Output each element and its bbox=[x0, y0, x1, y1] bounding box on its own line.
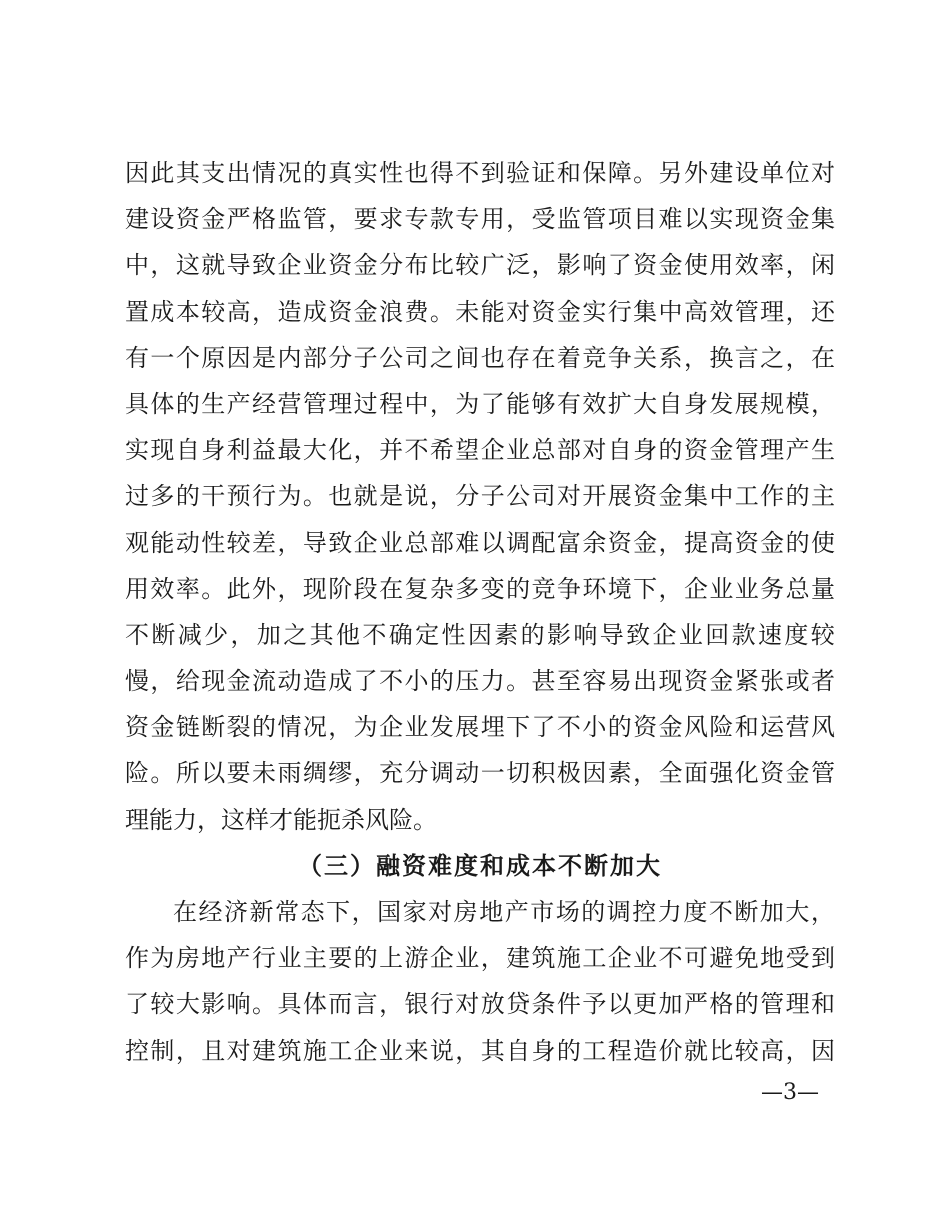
section-heading: （三）融资难度和成本不断加大 bbox=[298, 850, 662, 880]
text-line: 控 制 ， 且 对 建 筑 施 工 企 业 来 说 ， 其 自 身 的 工 程 造 价 就 比 较 高 ， 因 bbox=[125, 1036, 835, 1065]
text-line: 中 ， 这 就 导 致 企 业 资 金 分 布 比 较 广 泛 ， 影 响 了 资 金 使 用 效 率 ， 闲 bbox=[125, 251, 835, 280]
page-number: —3— bbox=[761, 1080, 819, 1105]
text-line: 用 效 率 。 此 外 ， 现 阶 段 在 复 杂 多 变 的 竞 争 环 境 下 ， 企 业 业 务 总 量 bbox=[125, 574, 835, 603]
text-line: 作 为 房 地 产 行 业 主 要 的 上 游 企 业 ， 建 筑 施 工 企 业 不 可 避 免 地 受 到 bbox=[125, 944, 835, 973]
text-line: 具 体 的 生 产 经 营 管 理 过 程 中 ， 为 了 能 够 有 效 扩 大 自 身 发 展 规 模 ， bbox=[125, 389, 835, 418]
text-line: 险 。 所 以 要 未 雨 绸 缪 ， 充 分 调 动 一 切 积 极 因 素 ， 全 面 强 化 资 金 管 bbox=[125, 759, 835, 788]
text-line: 过 多 的 干 预 行 为 。 也 就 是 说 ， 分 子 公 司 对 开 展 资 金 集 中 工 作 的 主 bbox=[125, 482, 835, 511]
text-line: 有 一 个 原 因 是 内 部 分 子 公 司 之 间 也 存 在 着 竞 争 关 系 ， 换 言 之 ， 在 bbox=[125, 343, 835, 372]
text-line: 理能力，这样才能扼杀风险。 bbox=[125, 805, 437, 834]
text-line: 实 现 自 身 利 益 最 大 化 ， 并 不 希 望 企 业 总 部 对 自 身 的 资 金 管 理 产 生 bbox=[125, 436, 835, 465]
body-text bbox=[125, 150, 835, 1074]
text-line: 资 金 链 断 裂 的 情 况 ， 为 企 业 发 展 埋 下 了 不 小 的 资 金 风 险 和 运 营 风 bbox=[125, 713, 835, 742]
text-line: 置 成 本 较 高 ， 造 成 资 金 浪 费 。 未 能 对 资 金 实 行 集 中 高 效 管 理 ， 还 bbox=[125, 297, 835, 326]
text-line: 建 设 资 金 严 格 监 管 ， 要 求 专 款 专 用 ， 受 监 管 项 目 难 以 实 现 资 金 集 bbox=[125, 205, 835, 234]
text-line: 了 较 大 影 响 。 具 体 而 言 ， 银 行 对 放 贷 条 件 予 以 更 加 严 格 的 管 理 和 bbox=[125, 990, 835, 1019]
text-line: 慢 ， 给 现 金 流 动 造 成 了 不 小 的 压 力 。 甚 至 容 易 出 现 资 金 紧 张 或 者 bbox=[125, 667, 835, 696]
text-line: 不 断 减 少 ， 加 之 其 他 不 确 定 性 因 素 的 影 响 导 致 企 业 回 款 速 度 较 bbox=[125, 620, 835, 649]
text-line: 因 此 其 支 出 情 况 的 真 实 性 也 得 不 到 验 证 和 保 障 。 另 外 建 设 单 位 对 bbox=[125, 159, 835, 187]
text-line: 在 经 济 新 常 态 下 ， 国 家 对 房 地 产 市 场 的 调 控 力 度 不 断 加 大 ， bbox=[173, 898, 835, 926]
text-line: 观 能 动 性 较 差 ， 导 致 企 业 总 部 难 以 调 配 富 余 资 金 ， 提 高 资 金 的 使 bbox=[125, 528, 835, 557]
